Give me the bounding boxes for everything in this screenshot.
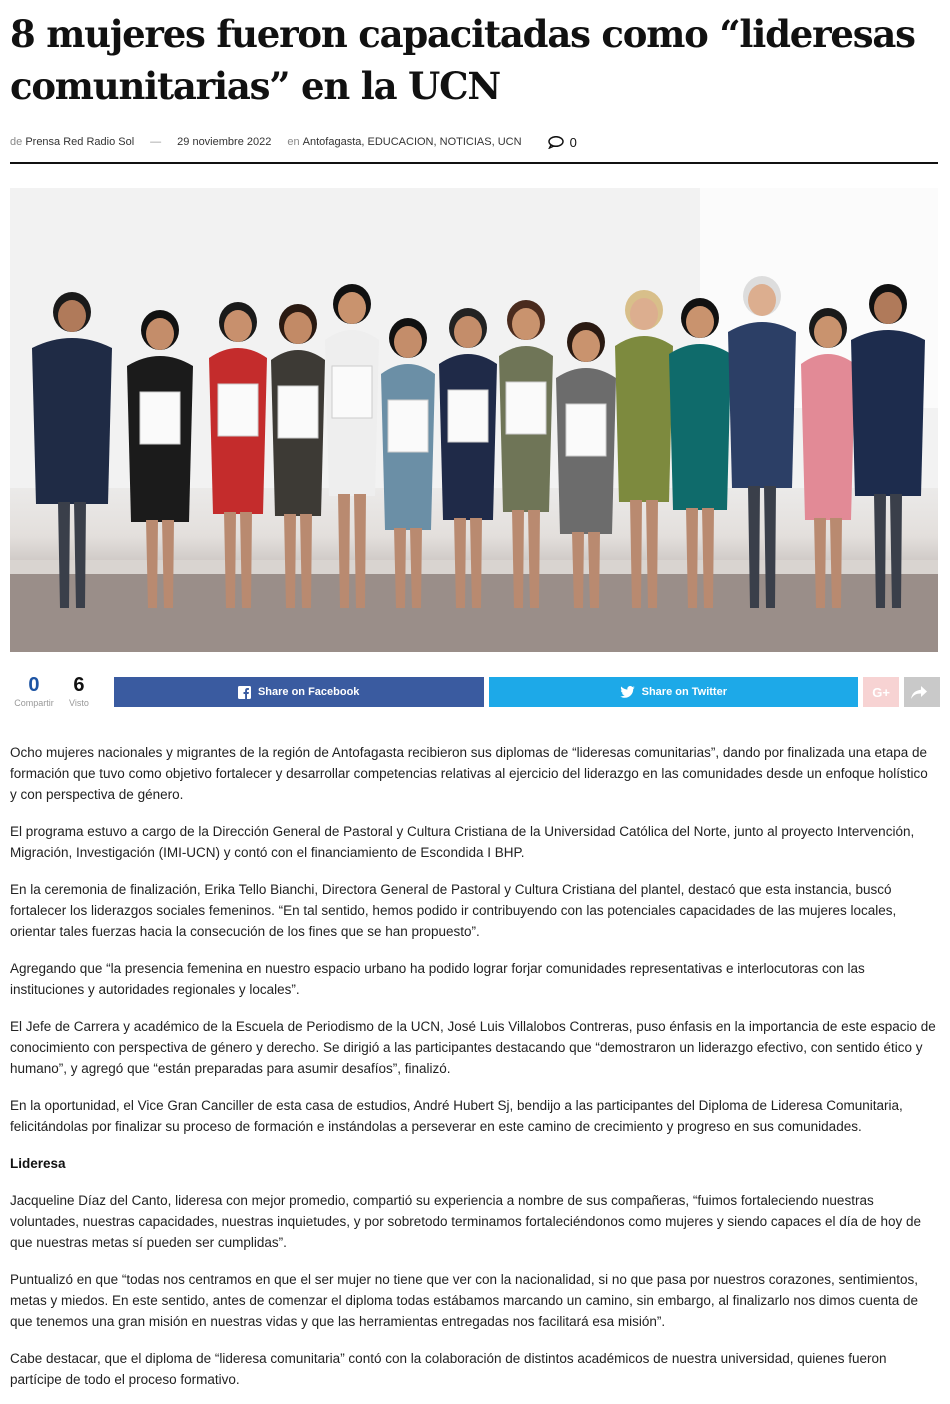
paragraph: Cabe destacar, que el diploma de “lideresa comunitaria” contó con la colaboración de distintos académicos de nuestra universidad, quienes fueron partícipe de todo el proceso formativo. xyxy=(10,1351,887,1387)
author-prefix: de xyxy=(10,136,23,148)
speech-bubble-icon xyxy=(548,136,564,149)
article-body xyxy=(10,742,938,1390)
diploma xyxy=(278,386,318,438)
share-counter xyxy=(10,675,58,709)
paragraph: El Jefe de Carrera y académico de la Escuela de Periodismo de la UCN, José Luis Villalobos Contreras, puso énfasis en la importancia de este espacio de conocimiento con perspectiva de género y derecho. Se dirigió a las participantes destacando que “demostraron un liderazgo efectivo, con sentido ético y humano”, y agregó que “están preparadas para asumir desafíos”, finalizó. xyxy=(10,1019,936,1076)
category-link-educacion[interactable]: EDUCACION xyxy=(367,136,434,148)
article-meta: de Prensa Red Radio Sol — 29 noviembre 2022 en Antofagasta , EDUCACION , NOTICIAS , UCN 0 xyxy=(10,134,577,150)
paragraph: El programa estuvo a cargo de la Dirección General de Pastoral y Cultura Cristiana de la Universidad Católica del Norte, junto al proyecto Intervención, Migración, Investigación (IMI-UCN) y contó con el financiamiento de Escondida I BHP. xyxy=(10,824,915,860)
diploma xyxy=(332,366,372,418)
meta-separator: — xyxy=(150,136,162,148)
paragraph: En la oportunidad, el Vice Gran Canciller de esta casa de estudios, André Hubert Sj, bendijo a las participantes del Diploma de Lideresa Comunitaria, felicitándolas por finalizar su proceso de formación e instándolas a perseverar en este camino de crecimiento y progreso en sus comunidades. xyxy=(10,1098,903,1134)
twitter-icon xyxy=(620,686,635,698)
view-count: 6 xyxy=(73,674,85,696)
title-divider xyxy=(10,162,938,164)
paragraph: Agregando que “la presencia femenina en nuestro espacio urbano ha podido lograr forjar comunidades representativas e interlocutoras con las instituciones y autoridades regionales y locales”. xyxy=(10,961,865,997)
paragraph: En la ceremonia de finalización, Erika Tello Bianchi, Directora General de Pastoral y Cultura Cristiana del plantel, destacó que esta instancia, buscó fortalecer los liderazgos sociales femeninos. “En tal sentido, hemos podido ir contribuyendo con las potenciales capacidades de las mujeres locales, orientar tales fuerzas hacia la consecución de los fines que se han propuesto”. xyxy=(10,882,897,939)
diploma xyxy=(218,384,258,436)
comments-link[interactable] xyxy=(548,135,577,150)
article-title: 8 mujeres fueron capacitadas como “lideresas comunitarias” en la UCN xyxy=(10,12,915,108)
view-counter xyxy=(58,675,100,709)
share-facebook-button[interactable] xyxy=(114,677,484,707)
category-link-antofagasta[interactable]: Antofagasta xyxy=(302,136,362,148)
diploma xyxy=(140,392,180,444)
category-prefix: en xyxy=(287,136,300,148)
diploma xyxy=(566,404,606,456)
share-google-plus-button[interactable] xyxy=(863,677,899,707)
share-count: 0 xyxy=(28,674,40,696)
category-link-ucn[interactable]: UCN xyxy=(497,136,522,148)
comments-count: 0 xyxy=(569,134,577,150)
share-twitter-label: Share on Twitter xyxy=(641,686,727,698)
diploma xyxy=(448,390,488,442)
share-twitter-button[interactable] xyxy=(489,677,859,707)
featured-image[interactable] xyxy=(10,188,938,652)
paragraph: Puntualizó en que “todas nos centramos en que el ser mujer no tiene que ver con la nacionalidad, si no que pasa por nuestros corazones, sentimientos, metas y miedos. En este sentido, antes de comenzar el diploma todas estábamos marcando un camino, sin embargo, al finalizarlo nos dimos cuenta de que tenemos una gran misión en nuestras vidas y que las herramientas entregadas nos facilitará esa misión”. xyxy=(10,1272,919,1329)
diploma xyxy=(506,382,546,434)
paragraph: Jacqueline Díaz del Canto, lideresa con mejor promedio, compartió su experiencia a nombre de sus compañeras, “fuimos fortaleciendo nuestras voluntades, nuestras capacidades, nuestras inquietudes, y por sobretodo terminamos fortaleciéndonos como mujeres y siendo capaces el día de hoy de que nuestras metas sí pueden ser cumplidas”. xyxy=(10,1193,922,1250)
share-more-button[interactable] xyxy=(904,677,940,707)
share-arrow-icon xyxy=(911,686,927,699)
share-count-label: Compartir xyxy=(14,698,54,708)
view-count-label: Visto xyxy=(69,698,89,708)
diploma xyxy=(388,400,428,452)
group-photo-illustration xyxy=(10,188,938,652)
paragraph: Ocho mujeres nacionales y migrantes de la región de Antofagasta recibieron sus diplomas de “lideresas comunitarias”, dando por finalizada una etapa de formación que tuvo como objetivo fortalecer y desarrollar competencias relativas al ejercicio del liderazgo en las comunidades desde un enfoque holístico y con perspectiva de género. xyxy=(10,745,928,802)
share-facebook-label: Share on Facebook xyxy=(257,686,360,698)
category-link-noticias[interactable]: NOTICIAS xyxy=(439,136,492,148)
google-plus-icon: G+ xyxy=(872,684,890,700)
share-bar xyxy=(10,676,940,708)
facebook-icon xyxy=(238,686,251,699)
author-link[interactable]: Prensa Red Radio Sol xyxy=(25,136,135,148)
section-subheading: Lideresa xyxy=(10,1156,66,1171)
publish-date: 29 noviembre 2022 xyxy=(177,136,272,148)
